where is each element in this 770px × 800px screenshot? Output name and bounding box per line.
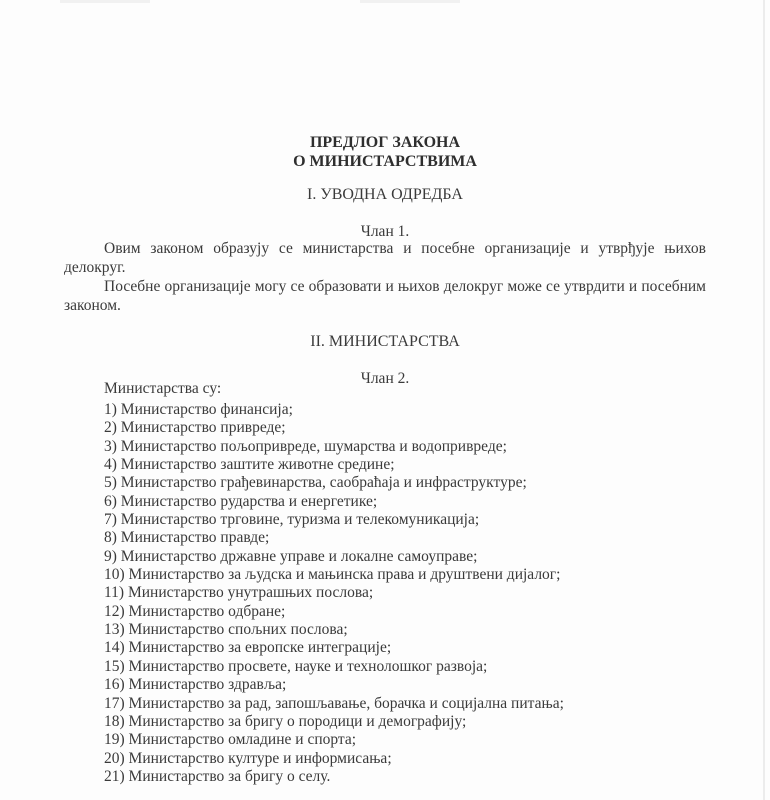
- list-item: 4) Министарство заштите животне средине;: [104, 456, 395, 474]
- article-label-1: Члан 1.: [360, 223, 410, 240]
- list-item: 18) Министарство за бригу о породици и демографију;: [104, 712, 467, 730]
- list-item: 14) Министарство за европске интеграције;: [104, 639, 392, 657]
- ministries-list: [104, 401, 564, 786]
- list-item: 21) Министарство за бригу о селу.: [104, 767, 331, 785]
- list-item: 16) Министарство здравља;: [104, 676, 287, 694]
- list-item: 10) Министарство за људска и мањинска права и друштвени дијалог;: [104, 566, 561, 584]
- section-heading-intro: I. УВОДНА ОДРЕДБА: [307, 186, 463, 203]
- list-item: 11) Министарство унутрашњих послова;: [104, 584, 374, 602]
- page-edge: [763, 0, 765, 800]
- list-item: 13) Министарство спољних послова;: [104, 621, 348, 639]
- list-item: 6) Министарство рударства и енергетике;: [104, 492, 378, 510]
- list-item: 15) Министарство просвете, науке и технолошког развоја;: [104, 657, 488, 675]
- scan-artifact: [60, 0, 150, 3]
- list-item: 17) Министарство за рад, запошљавање, борачка и социјална питања;: [104, 694, 564, 712]
- list-item: 20) Министарство културе и информисања;: [104, 749, 392, 767]
- list-item: 12) Министарство одбране;: [104, 602, 286, 620]
- paragraph: Овим законом образују се министарства и посебне организације и утврђује њихов делокруг.: [64, 240, 706, 276]
- list-item: 8) Министарство правде;: [104, 529, 270, 547]
- list-item: 19) Министарство омладине и спорта;: [104, 731, 357, 749]
- list-item: 5) Министарство грађевинарства, саобраћаја и инфраструктуре;: [104, 474, 527, 492]
- scan-artifact: [360, 0, 460, 3]
- list-item: 3) Министарство пољопривреде, шумарства и водопривреде;: [104, 437, 507, 455]
- paragraph: Посебне организације могу се образовати и њихов делокруг може се утврдити и посебним законом.: [64, 278, 706, 314]
- section-heading-ministries: II. МИНИСТАРСТВА: [310, 333, 460, 350]
- list-item: 1) Министарство финансија;: [104, 401, 293, 418]
- list-item: 9) Министарство државне управе и локалне самоуправе;: [104, 547, 478, 565]
- list-item: 7) Министарство трговине, туризма и телекомуникација;: [104, 511, 480, 529]
- document-title-line-2: О МИНИСТАРСТВИМА: [293, 153, 477, 170]
- article-label-2: Члан 2.: [360, 370, 410, 387]
- document-title-line-1: ПРЕДЛОГ ЗАКОНА: [309, 134, 461, 151]
- list-intro: Министарства су:: [104, 380, 222, 397]
- list-item: 2) Министарство привреде;: [104, 419, 286, 437]
